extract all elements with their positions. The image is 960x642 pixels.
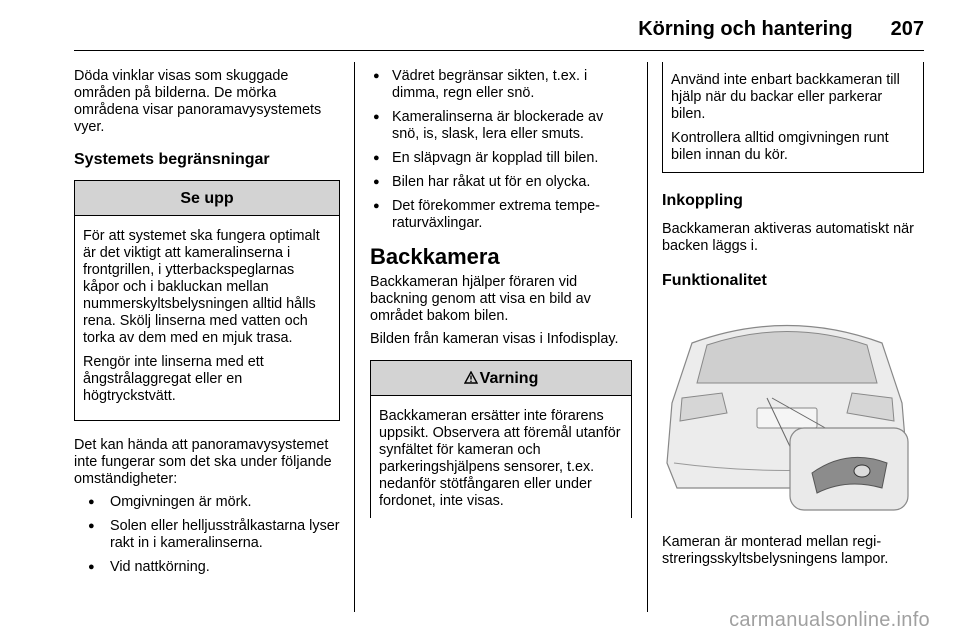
warning-title: Varning [479,370,539,387]
watermark: carmanualsonline.info [729,609,930,631]
rear-camera-illustration [662,313,912,513]
warning-header [371,361,631,396]
section-heading-functionality: Funktionalitet [662,272,767,289]
conditions-intro: Det kan hända att panoramavysystemet inte fungerar som det ska under följande omständigheter: [74,437,332,487]
column-2 [370,68,632,518]
page-header [638,18,924,41]
conditions-list-continued [370,68,632,232]
column-divider-1 [354,62,355,612]
rear-camera-text-2: Bilden från kameran visas i Infodisplay. [370,331,619,347]
figure-caption: Kameran är monterad mellan registreringsskyltsbelysningens lampor. [662,534,889,567]
list-item: ● En släpvagn är kopplad till bilen. [370,150,632,167]
section-heading-rear-camera: Backkamera [370,244,500,269]
intro-text: Döda vinklar visas som skuggade områden på bilderna. De mörka områdena visar panoramavysystemets vyer. [74,68,322,135]
warning-text: Backkameran ersätter inte förarens uppsikt. Observera att föremål utanför synfältet för kameran och parkeringshjälpens sensorer, t.ex. nedanför stötfångaren eller under fordonet, inte visas. [379,408,621,509]
warning-box [370,360,632,518]
list-item: ● Solen eller helljusstrålkastarna lyser rakt in i kameralinserna. [74,518,340,552]
column-1 [74,68,340,583]
conditions-list [74,494,340,576]
column-3 [662,62,924,574]
warning-continued-text-2: Kontrollera alltid omgivningen runt bilen innan du kör. [671,130,889,163]
caution-box [74,180,340,421]
caution-text-1: För att systemet ska fungera optimalt är det viktigt att kameralinserna i frontgrillen, i ytterbackspeglarnas kåpor och i bakluckan mellan nummerskyltsbelysningen alltid hålls rena. Skölj linserna med vatten och torka av dem med en mjuk trasa. [83,228,320,346]
list-item: ● Vid nattkörning. [74,559,340,576]
list-item: ● Vädret begränsar sikten, t.ex. i dimma, regn eller snö. [370,68,632,102]
list-item: ● Omgivningen är mörk. [74,494,340,511]
list-item: ● Bilen har råkat ut för en olycka. [370,174,632,191]
caution-title: Se upp [75,181,339,216]
warning-box-continued [662,62,924,173]
warning-triangle-icon [464,371,478,384]
caution-text-2: Rengör inte linserna med ett ångstrålaggregat eller en högtryckstvätt. [83,354,264,404]
chapter-title: Körning och hantering [638,18,853,40]
section-heading-limitations: Systemets begränsningar [74,151,270,168]
page-number: 207 [890,18,924,40]
list-item: ● Det förekommer extrema temperaturväxlingar. [370,198,632,232]
activation-text: Backkameran aktiveras automatiskt när backen läggs i. [662,221,914,254]
rear-camera-text-1: Backkameran hjälper föraren vid backning genom att visa en bild av området bakom bilen. [370,274,591,324]
header-rule [74,50,924,51]
section-heading-activation: Inkoppling [662,192,743,209]
column-divider-2 [647,62,648,612]
list-item: ● Kameralinserna är blockerade av snö, is, slask, lera eller smuts. [370,109,632,143]
warning-continued-text-1: Använd inte enbart backkameran till hjälp när du backar eller parkerar bilen. [671,72,900,122]
